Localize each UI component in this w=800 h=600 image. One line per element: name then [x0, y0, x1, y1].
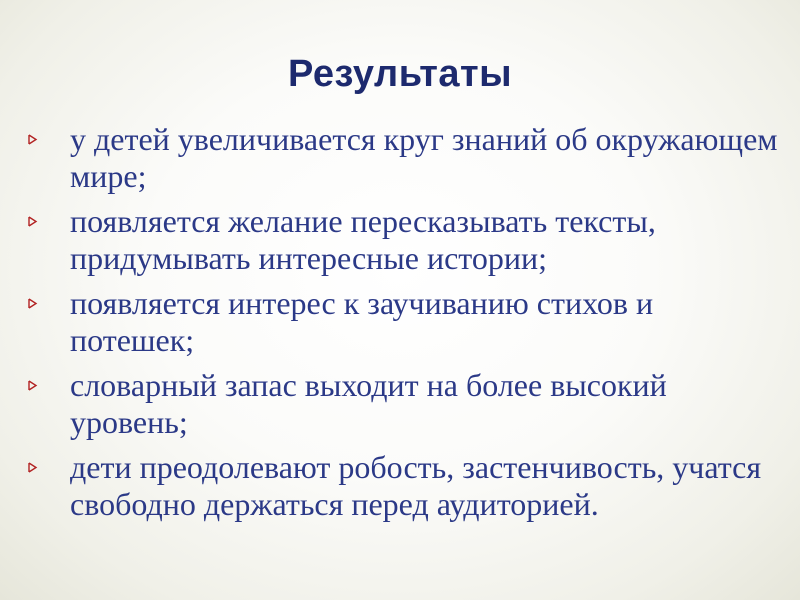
bullet-arrow-icon — [28, 380, 38, 391]
bullet-text: словарный запас выходит на более высокий уровень; — [70, 367, 667, 440]
slide-title: Результаты — [287, 53, 513, 95]
bullet-text: появляется интерес к заучиванию стихов и потешек; — [70, 285, 654, 358]
bullet-list — [20, 121, 780, 531]
bullet-item — [20, 367, 780, 441]
bullet-item — [20, 449, 780, 523]
bullet-arrow-icon — [28, 462, 38, 473]
bullet-item — [20, 203, 780, 277]
bullet-arrow-icon — [28, 298, 38, 309]
bullet-arrow-icon — [28, 134, 38, 145]
bullet-item — [20, 121, 780, 195]
bullet-text: дети преодолевают робость, застенчивость, учатся свободно держаться перед аудиторией. — [70, 449, 762, 522]
bullet-arrow-icon — [28, 216, 38, 227]
bullet-text: появляется желание пересказывать тексты, придумывать интересные истории; — [70, 203, 656, 276]
bullet-item — [20, 285, 780, 359]
bullet-text: у детей увеличивается круг знаний об окружающем мире; — [70, 121, 778, 194]
